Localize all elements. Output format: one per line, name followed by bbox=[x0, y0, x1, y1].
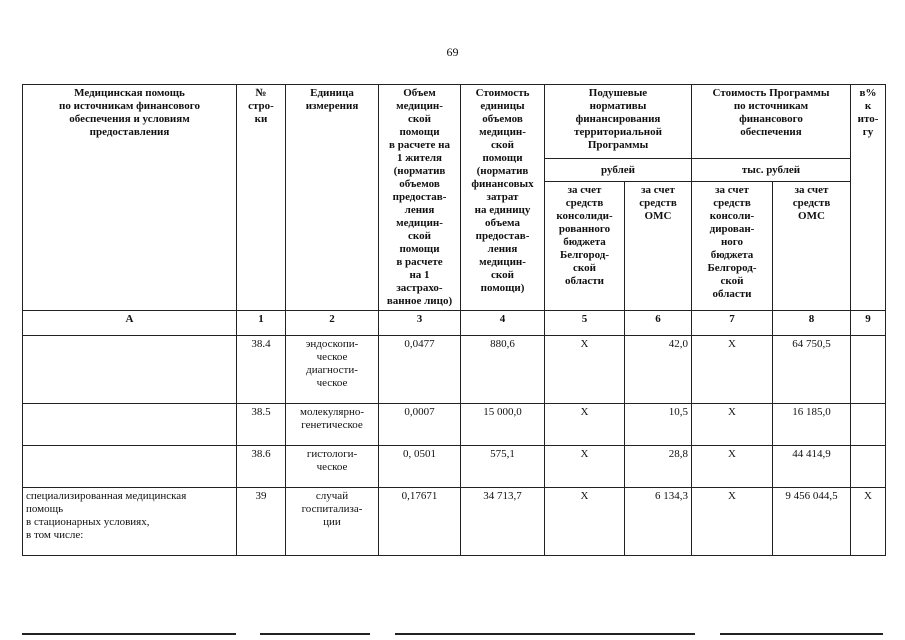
program-oms-cell: 44 414,9 bbox=[773, 446, 851, 488]
column-letter: 5 bbox=[545, 311, 625, 336]
header-program-oms: за счет средств ОМС bbox=[773, 182, 851, 311]
header-program-cost-group: Стоимость Программы по источникам финансового обеспечения bbox=[692, 85, 851, 159]
column-letter: А bbox=[23, 311, 237, 336]
unit-cell: случай госпитализа- ции bbox=[286, 488, 379, 556]
page-number: 69 bbox=[446, 45, 459, 59]
column-letters-row bbox=[23, 311, 886, 336]
row-number-cell: 38.4 bbox=[237, 336, 286, 404]
column-letter: 8 bbox=[773, 311, 851, 336]
row-number-cell: 39 bbox=[237, 488, 286, 556]
program-budget-cell: Х bbox=[692, 404, 773, 446]
header-unit-rubles: рублей bbox=[545, 159, 692, 182]
percent-cell bbox=[851, 336, 886, 404]
header-unit: Единица измерения bbox=[286, 85, 379, 311]
program-budget-cell: Х bbox=[692, 446, 773, 488]
header-per-capita-group: Подушевые нормативы финансирования территориальной Программы bbox=[545, 85, 692, 159]
per-capita-budget-cell: Х bbox=[545, 488, 625, 556]
table-row bbox=[23, 336, 886, 404]
row-number-cell: 38.6 bbox=[237, 446, 286, 488]
program-budget-cell: Х bbox=[692, 336, 773, 404]
bottom-rule bbox=[260, 633, 370, 635]
per-capita-budget-cell: Х bbox=[545, 404, 625, 446]
bottom-rule bbox=[395, 633, 695, 635]
volume-cell: 0,0477 bbox=[379, 336, 461, 404]
per-capita-oms-cell: 42,0 bbox=[625, 336, 692, 404]
per-capita-budget-cell: Х bbox=[545, 446, 625, 488]
header-program-budget: за счет средств консоли- дирован- ного бюджета Белгород- ской области bbox=[692, 182, 773, 311]
care-type-cell bbox=[23, 404, 237, 446]
table-row bbox=[23, 446, 886, 488]
per-capita-oms-cell: 28,8 bbox=[625, 446, 692, 488]
per-capita-budget-cell: Х bbox=[545, 336, 625, 404]
percent-cell: Х bbox=[851, 488, 886, 556]
care-type-cell bbox=[23, 336, 237, 404]
percent-cell bbox=[851, 446, 886, 488]
bottom-rule bbox=[720, 633, 883, 635]
table-row bbox=[23, 488, 886, 556]
financing-table bbox=[22, 84, 886, 556]
care-type-cell: специализированная медицинская помощь в стационарных условиях, в том числе: bbox=[23, 488, 237, 556]
header-per-capita-budget: за счет средств консолиди- рованного бюджета Белгород- ской области bbox=[545, 182, 625, 311]
column-letter: 4 bbox=[461, 311, 545, 336]
header-unit-cost: Стоимость единицы объемов медицин- ской помощи (норматив финансовых затрат на единицу объема предостав- ления медицин- ской помощи) bbox=[461, 85, 545, 311]
unit-cost-cell: 15 000,0 bbox=[461, 404, 545, 446]
header-per-capita-oms: за счет средств ОМС bbox=[625, 182, 692, 311]
header-percent-total: в% к ито- гу bbox=[851, 85, 886, 311]
unit-cost-cell: 34 713,7 bbox=[461, 488, 545, 556]
header-volume: Объем медицин- ской помощи в расчете на 1 жителя (норматив объемов предостав- ления медицин- ской помощи в расчете на 1 застрахо- ванное лицо) bbox=[379, 85, 461, 311]
percent-cell bbox=[851, 404, 886, 446]
care-type-cell bbox=[23, 446, 237, 488]
unit-cost-cell: 575,1 bbox=[461, 446, 545, 488]
unit-cell: эндоскопи- ческое диагности- ческое bbox=[286, 336, 379, 404]
header-row-number: № стро- ки bbox=[237, 85, 286, 311]
column-letter: 3 bbox=[379, 311, 461, 336]
column-letter: 2 bbox=[286, 311, 379, 336]
program-oms-cell: 9 456 044,5 bbox=[773, 488, 851, 556]
volume-cell: 0,0007 bbox=[379, 404, 461, 446]
unit-cell: молекулярно- генетическое bbox=[286, 404, 379, 446]
per-capita-oms-cell: 10,5 bbox=[625, 404, 692, 446]
program-oms-cell: 64 750,5 bbox=[773, 336, 851, 404]
table-row bbox=[23, 404, 886, 446]
header-unit-thousand-rubles: тыс. рублей bbox=[692, 159, 851, 182]
column-letter: 9 bbox=[851, 311, 886, 336]
header-medical-care: Медицинская помощь по источникам финансового обеспечения и условиям предоставления bbox=[23, 85, 237, 311]
program-budget-cell: Х bbox=[692, 488, 773, 556]
column-letter: 7 bbox=[692, 311, 773, 336]
row-number-cell: 38.5 bbox=[237, 404, 286, 446]
unit-cost-cell: 880,6 bbox=[461, 336, 545, 404]
bottom-rule bbox=[22, 633, 236, 635]
volume-cell: 0,17671 bbox=[379, 488, 461, 556]
program-oms-cell: 16 185,0 bbox=[773, 404, 851, 446]
column-letter: 6 bbox=[625, 311, 692, 336]
column-letter: 1 bbox=[237, 311, 286, 336]
volume-cell: 0, 0501 bbox=[379, 446, 461, 488]
per-capita-oms-cell: 6 134,3 bbox=[625, 488, 692, 556]
unit-cell: гистологи- ческое bbox=[286, 446, 379, 488]
